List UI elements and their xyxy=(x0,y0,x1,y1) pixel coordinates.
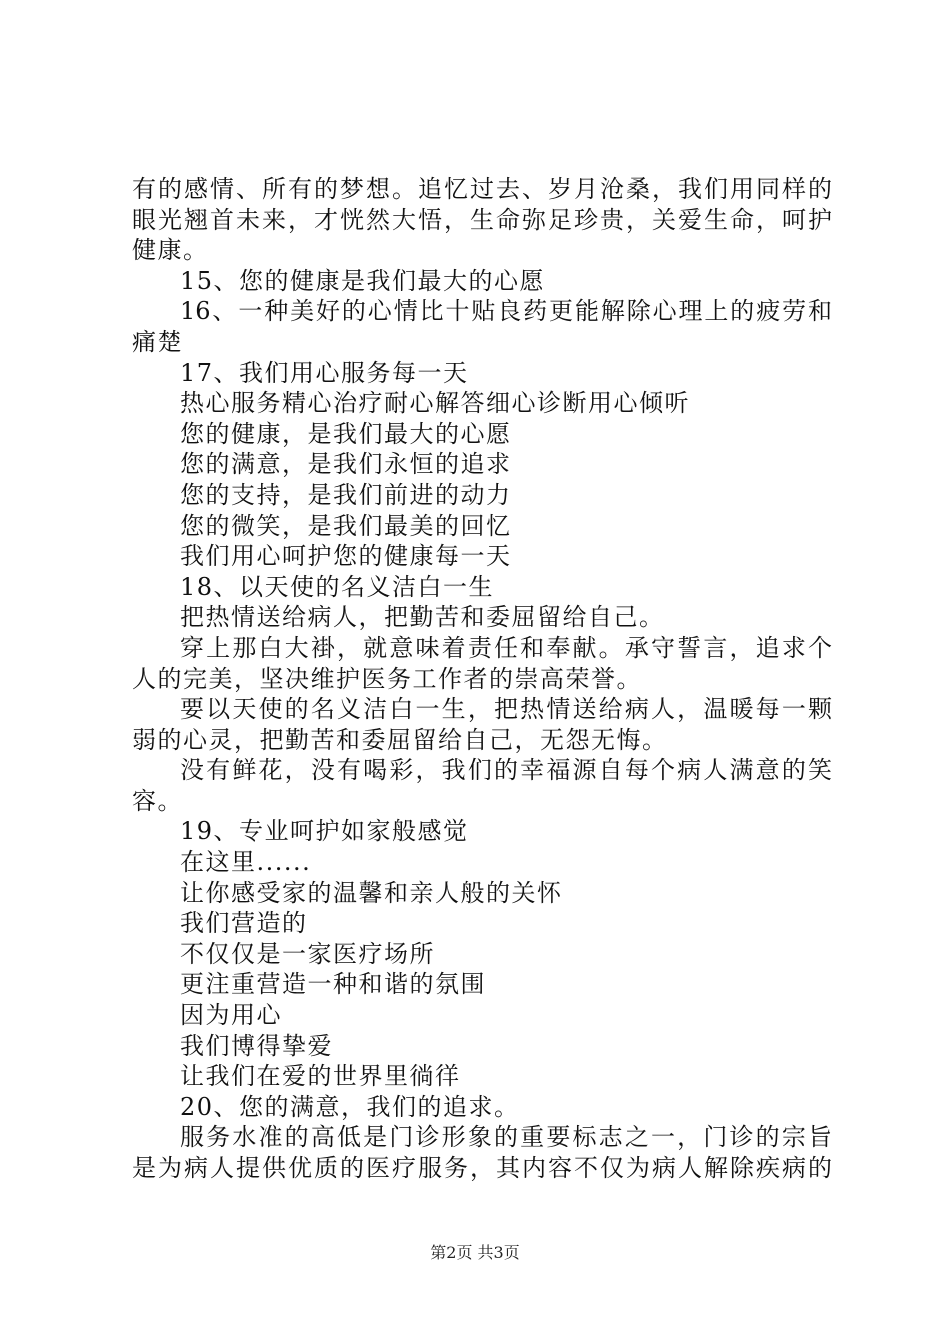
page-number-footer: 第2页 共3页 xyxy=(430,1243,520,1262)
text-line: 更注重营造一种和谐的氛围 xyxy=(180,970,486,999)
text-line: 痛楚 xyxy=(132,327,183,356)
text-line: 要以天使的名义洁白一生，把热情送给病人，温暖每一颗 xyxy=(180,695,832,724)
text-line: 您的满意，是我们永恒的追求 xyxy=(180,450,512,479)
text-line: 18、以天使的名义洁白一生 xyxy=(180,572,495,601)
text-line: 17、我们用心服务每一天 xyxy=(180,358,469,387)
text-line: 眼光翘首未来，才恍然大悟，生命弥足珍贵，关爱生命，呵护 xyxy=(132,205,832,234)
text-line: 把热情送给病人，把勤苦和委屈留给自己。 xyxy=(180,603,665,632)
text-line: 穿上那白大褂，就意味着责任和奉献。承守誓言，追求个 xyxy=(180,633,832,662)
text-line: 我们用心呵护您的健康每一天 xyxy=(180,542,512,571)
text-line: 有的感情、所有的梦想。追忆过去、岁月沧桑，我们用同样的 xyxy=(132,175,832,203)
text-line: 让我们在爱的世界里徜徉 xyxy=(180,1062,461,1091)
text-line: 让你感受家的温馨和亲人般的关怀 xyxy=(180,878,563,907)
text-line: 健康。 xyxy=(132,236,209,265)
text-line: 我们营造的 xyxy=(180,909,308,938)
text-line: 是为病人提供优质的医疗服务，其内容不仅为病人解除疾病的 xyxy=(132,1154,832,1182)
body-text xyxy=(132,174,832,1184)
text-line: 容。 xyxy=(132,786,183,815)
text-line: 服务水准的高低是门诊形象的重要标志之一，门诊的宗旨 xyxy=(180,1123,832,1152)
text-line: 19、专业呵护如家般感觉 xyxy=(180,817,469,846)
text-line: 16、一种美好的心情比十贴良药更能解除心理上的疲劳和 xyxy=(180,297,832,326)
text-line: 15、您的健康是我们最大的心愿 xyxy=(180,266,546,295)
text-line: 我们博得挚爱 xyxy=(180,1031,333,1060)
text-line: 您的健康，是我们最大的心愿 xyxy=(180,419,512,448)
text-line: 人的完美，坚决维护医务工作者的崇高荣誉。 xyxy=(132,664,642,693)
text-line: 不仅仅是一家医疗场所 xyxy=(180,939,435,968)
text-line: 弱的心灵，把勤苦和委屈留给自己，无怨无悔。 xyxy=(132,725,668,754)
text-line: 热心服务精心治疗耐心解答细心诊断用心倾听 xyxy=(180,389,690,418)
text-line: 20、您的满意，我们的追求。 xyxy=(180,1092,520,1121)
text-line: 您的微笑，是我们最美的回忆 xyxy=(180,511,512,540)
text-line: 因为用心 xyxy=(180,1001,282,1030)
text-line: 您的支持，是我们前进的动力 xyxy=(180,480,512,509)
text-line: 在这里...... xyxy=(180,848,312,877)
text-line: 没有鲜花，没有喝彩，我们的幸福源自每个病人满意的笑 xyxy=(180,756,832,785)
